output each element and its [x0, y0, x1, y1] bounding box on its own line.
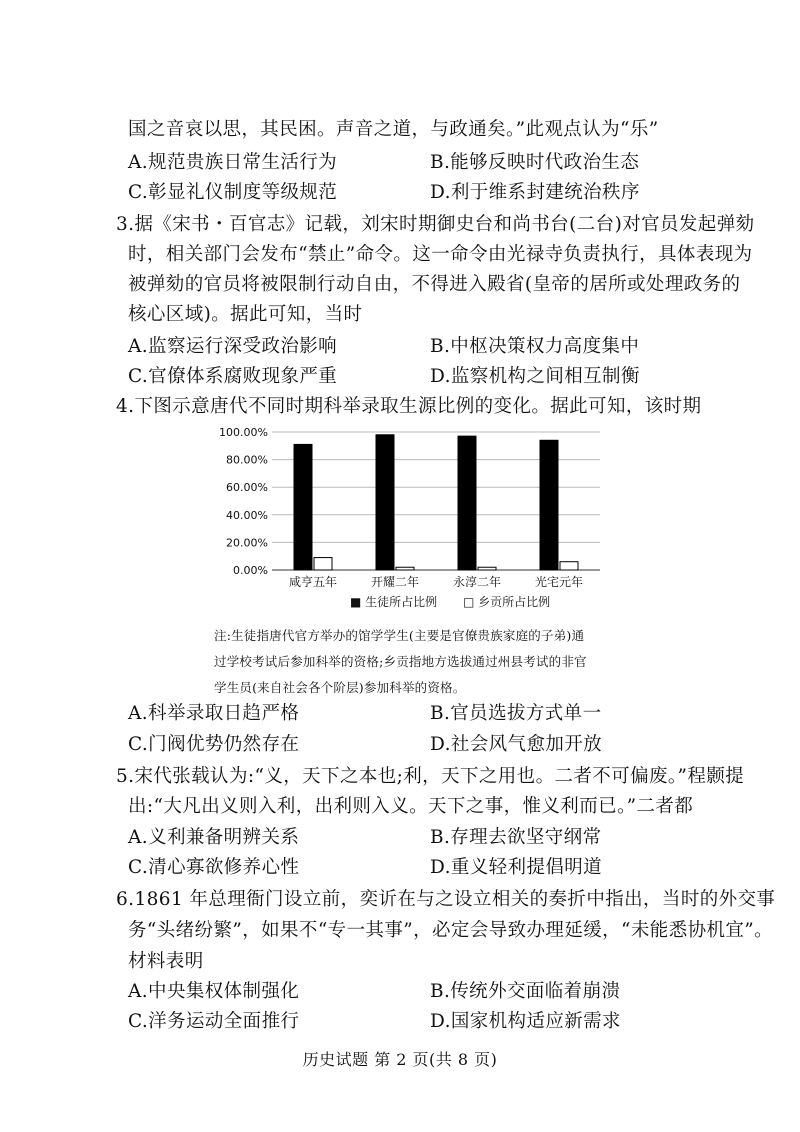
q6-option-b: B.传统外交面临着崩溃 — [430, 981, 621, 1002]
x-tick-label: 咸亨五年 — [288, 575, 338, 589]
chart-legend — [350, 594, 550, 609]
q4-option-c: C.门阀优势仍然存在 — [128, 734, 300, 755]
q2-option-a: A.规范贵族日常生活行为 — [128, 152, 338, 173]
q6-option-d: D.国家机构适应新需求 — [430, 1011, 621, 1032]
q2-option-d: D.利于维系封建统治秩序 — [430, 182, 640, 203]
q4-note-line-2: 过学校考试后参加科举的资格;乡贡指地方选拔通过州县考试的非官 — [214, 654, 587, 669]
legend-item: □ 乡贡所占比例 — [463, 595, 551, 609]
enrollment-ratio-chart — [200, 420, 620, 620]
q2-stem-end: 国之音哀以思，其民困。声音之道，与政通矣。”此观点认为“乐” — [128, 119, 659, 140]
q4-option-d: D.社会风气愈加开放 — [430, 734, 603, 755]
q3-option-d: D.监察机构之间相互制衡 — [430, 366, 640, 387]
page-footer: 历史试题 第 2 页(共 8 页) — [302, 1050, 498, 1069]
q3-stem-line-2: 时，相关部门会发布“禁止”命令。这一命令由光禄寺负责执行，具体表现为 — [128, 244, 753, 265]
y-tick-label: 40.00% — [226, 508, 268, 522]
bar-shengtu — [376, 435, 394, 570]
q3-option-b: B.中枢决策权力高度集中 — [430, 336, 640, 357]
q5-option-d: D.重义轻利提倡明道 — [430, 857, 603, 878]
bar-shengtu — [294, 444, 312, 570]
chart-x-ticks — [289, 574, 583, 589]
bar-xianggong — [560, 562, 578, 570]
y-tick-label: 80.00% — [226, 453, 268, 467]
q5-option-a: A.义利兼备明辨关系 — [128, 827, 300, 848]
y-tick-label: 100.00% — [219, 426, 268, 439]
bar-xianggong — [396, 567, 414, 570]
y-tick-label: 60.00% — [226, 481, 268, 495]
q6-option-a: A.中央集权体制强化 — [128, 981, 300, 1002]
q5-option-b: B.存理去欲坚守纲常 — [430, 827, 602, 848]
q4-option-a: A.科举录取日趋严格 — [128, 703, 300, 724]
y-tick-label: 0.00% — [233, 564, 268, 577]
q6-stem-line-1: 6.1861 年总理衙门设立前，奕䜣在与之设立相关的奏折中指出，当时的外交事 — [116, 889, 776, 910]
chart-bars — [294, 435, 578, 570]
q6-option-c: C.洋务运动全面推行 — [128, 1011, 300, 1032]
legend-item: ■ 生徒所占比例 — [350, 595, 438, 609]
q3-stem-line-3: 被弹劾的官员将被限制行动自由，不得进入殿省(皇帝的居所或处理政务的 — [128, 274, 741, 295]
bar-xianggong — [478, 567, 496, 570]
q3-stem-line-4: 核心区域)。据此可知，当时 — [128, 304, 363, 325]
q4-option-b: B.官员选拔方式单一 — [430, 703, 602, 724]
bar-xianggong — [314, 558, 332, 570]
q2-option-c: C.彰显礼仪制度等级规范 — [128, 182, 338, 203]
q6-stem-line-3: 材料表明 — [128, 951, 204, 972]
q4-stem: 4.下图示意唐代不同时期科举录取生源比例的变化。据此可知，该时期 — [116, 396, 702, 417]
q5-stem-line-2: 出:“大凡出义则入利，出利则入义。天下之事，惟义利而已。”二者都 — [128, 796, 694, 817]
x-tick-label: 开耀二年 — [370, 575, 420, 589]
q5-stem-line-1: 5.宋代张载认为:“义，天下之本也;利，天下之用也。二者不可偏废。”程颢提 — [116, 766, 745, 787]
q4-note-line-3: 学生员(来自社会各个阶层)参加科举的资格。 — [214, 680, 466, 695]
q2-option-b: B.能够反映时代政治生态 — [430, 152, 640, 173]
q5-option-c: C.清心寡欲修养心性 — [128, 857, 300, 878]
q3-stem-line-1: 3.据《宋书・百官志》记载，刘宋时期御史台和尚书台(二台)对官员发起弹劾 — [116, 214, 755, 235]
x-tick-label: 永淳二年 — [452, 575, 502, 589]
chart-y-ticks — [219, 426, 268, 577]
q4-note-line-1: 注:生徒指唐代官方举办的馆学学生(主要是官僚贵族家庭的子弟)通 — [214, 628, 585, 643]
q6-stem-line-2: 务“头绪纷繁”，如果不“专一其事”，必定会导致办理延缓，“未能悉协机宜”。 — [128, 920, 774, 941]
y-tick-label: 20.00% — [226, 536, 268, 550]
q3-option-a: A.监察运行深受政治影响 — [128, 336, 338, 357]
x-tick-label: 光宅元年 — [534, 575, 584, 589]
q3-option-c: C.官僚体系腐败现象严重 — [128, 366, 338, 387]
bar-shengtu — [458, 436, 476, 570]
bar-shengtu — [540, 440, 558, 570]
